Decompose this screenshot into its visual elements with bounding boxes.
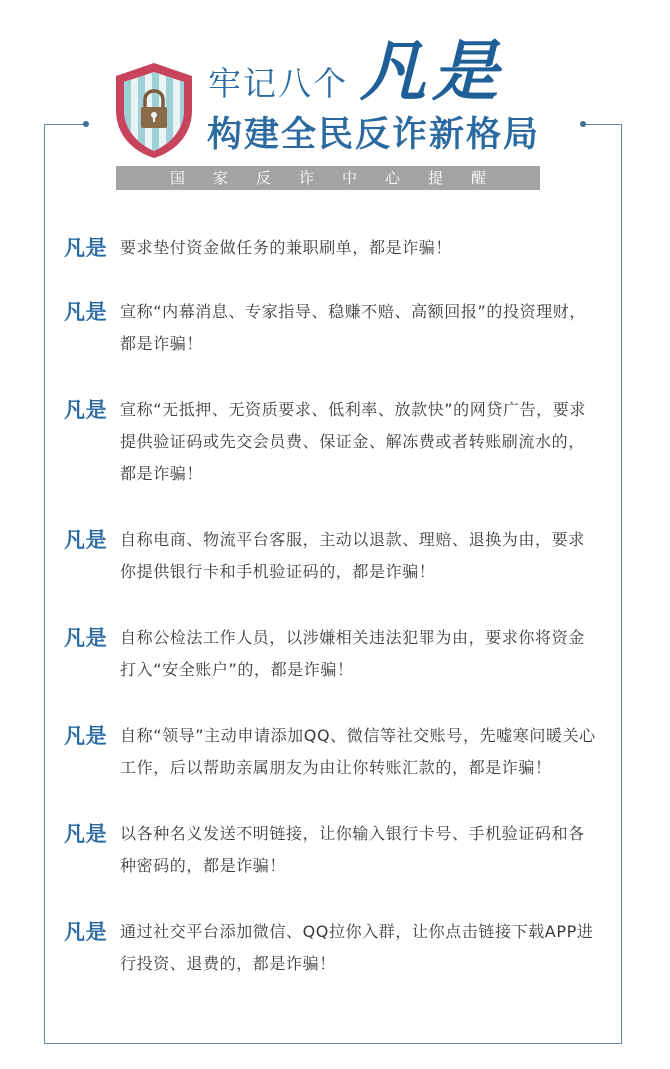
shield-lock-icon <box>112 60 196 160</box>
item-tag: 凡是 <box>64 920 108 944</box>
frame-top-left <box>44 124 84 125</box>
list-item <box>64 524 604 588</box>
list-item <box>64 818 604 882</box>
item-tag: 凡是 <box>64 528 108 552</box>
item-text: 自称“领导”主动申请添加QQ、微信等社交账号，先嘘寒问暖关心工作，后以帮助亲属朋友为由让你转账汇款的，都是诈骗！ <box>120 726 596 777</box>
item-text: 要求垫付资金做任务的兼职刷单，都是诈骗！ <box>120 238 453 257</box>
item-tag: 凡是 <box>64 300 108 324</box>
item-text: 以各种名义发送不明链接，让你输入银行卡号、手机验证码和各种密码的，都是诈骗！ <box>120 824 585 875</box>
list-item <box>64 720 604 784</box>
item-text: 自称电商、物流平台客服，主动以退款、理赔、退换为由，要求你提供银行卡和手机验证码的，都是诈骗！ <box>120 530 585 581</box>
list-item <box>64 232 604 264</box>
rule-list <box>64 232 604 980</box>
item-tag: 凡是 <box>64 724 108 748</box>
frame-dot-left <box>83 121 89 127</box>
item-tag: 凡是 <box>64 626 108 650</box>
item-text: 自称公检法工作人员，以涉嫌相关违法犯罪为由，要求你将资金打入“安全账户”的，都是诈骗！ <box>120 628 585 679</box>
title-line1: 牢记八个 <box>208 64 348 103</box>
list-item <box>64 394 604 490</box>
item-text: 宣称“内幕消息、专家指导、稳赚不赔、高额回报”的投资理财，都是诈骗！ <box>120 302 586 353</box>
item-text: 宣称“无抵押、无资质要求、低利率、放款快”的网贷广告，要求提供验证码或先交会员费、保证金、解冻费或者转账刷流水的，都是诈骗！ <box>120 400 586 483</box>
frame-top-right <box>582 124 622 125</box>
frame-dot-right <box>580 121 586 127</box>
subtitle-bar: 国家反诈中心提醒 <box>116 166 540 190</box>
list-item <box>64 622 604 686</box>
title-calligraphy: 凡是 <box>360 32 504 110</box>
item-text: 通过社交平台添加微信、QQ拉你入群，让你点击链接下载APP进行投资、退费的，都是诈骗！ <box>120 922 594 973</box>
item-tag: 凡是 <box>64 822 108 846</box>
item-tag: 凡是 <box>64 398 108 422</box>
title-line2: 构建全民反诈新格局 <box>207 115 541 155</box>
list-item <box>64 296 604 360</box>
item-tag: 凡是 <box>64 236 108 260</box>
list-item <box>64 916 604 980</box>
